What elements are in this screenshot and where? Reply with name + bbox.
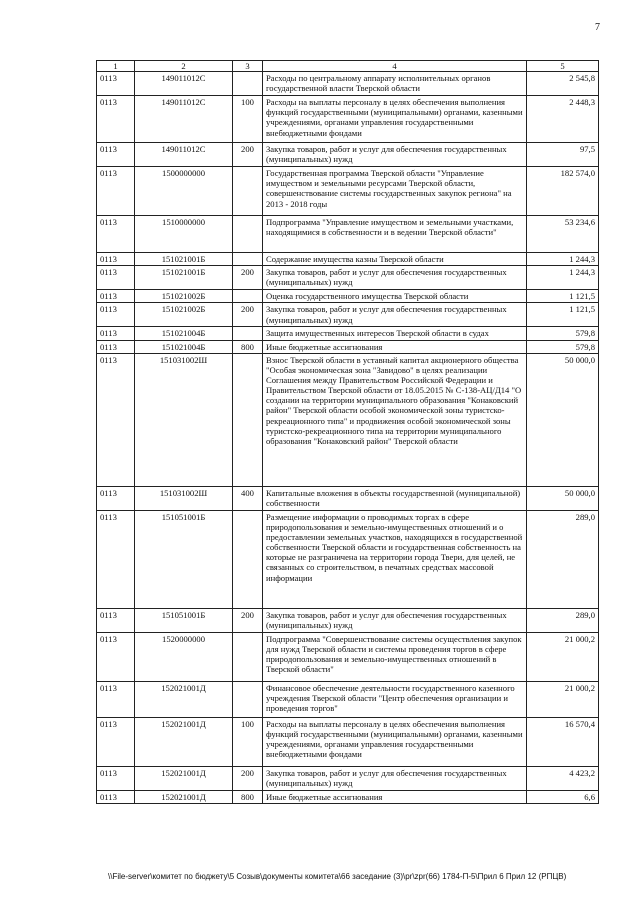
expense-type-cell: 200	[233, 766, 263, 790]
section-code-cell: 0113	[97, 486, 135, 510]
table-row	[97, 167, 599, 216]
amount-cell: 53 234,6	[527, 216, 599, 253]
section-code-cell: 0113	[97, 216, 135, 253]
target-article-cell: 151021002Б	[135, 303, 233, 327]
expense-type-cell	[233, 167, 263, 216]
table-row	[97, 143, 599, 167]
target-article-cell: 151031002Ш	[135, 486, 233, 510]
target-article-cell: 151021004Б	[135, 340, 233, 353]
description-cell: Подпрограмма "Совершенствование системы осуществления закупок для нужд Тверской области и системы проведения торгов в сфере природопользования и земельно-имущественных отношений в Тверской области"	[263, 632, 527, 681]
table-row	[97, 290, 599, 303]
amount-cell: 289,0	[527, 510, 599, 608]
target-article-cell: 149011012С	[135, 72, 233, 96]
budget-table	[96, 60, 599, 804]
section-code-cell: 0113	[97, 717, 135, 766]
expense-type-cell: 800	[233, 340, 263, 353]
expense-type-cell	[233, 681, 263, 717]
expense-type-cell	[233, 72, 263, 96]
target-article-cell: 152021001Д	[135, 681, 233, 717]
description-cell: Закупка товаров, работ и услуг для обеспечения государственных (муниципальных) нужд	[263, 766, 527, 790]
description-cell: Закупка товаров, работ и услуг для обеспечения государственных (муниципальных) нужд	[263, 266, 527, 290]
target-article-cell: 151021002Б	[135, 290, 233, 303]
amount-cell: 50 000,0	[527, 486, 599, 510]
amount-cell: 97,5	[527, 143, 599, 167]
column-header: 3	[233, 61, 263, 72]
expense-type-cell	[233, 353, 263, 486]
table-body	[97, 72, 599, 804]
column-header: 1	[97, 61, 135, 72]
description-cell: Оценка государственного имущества Тверской области	[263, 290, 527, 303]
amount-cell: 1 121,5	[527, 303, 599, 327]
target-article-cell: 1510000000	[135, 216, 233, 253]
section-code-cell: 0113	[97, 72, 135, 96]
target-article-cell: 151021004Б	[135, 327, 233, 340]
section-code-cell: 0113	[97, 681, 135, 717]
amount-cell: 2 448,3	[527, 96, 599, 143]
expense-type-cell	[233, 290, 263, 303]
target-article-cell: 149011012С	[135, 96, 233, 143]
amount-cell: 6,6	[527, 790, 599, 803]
expense-type-cell: 200	[233, 143, 263, 167]
amount-cell: 50 000,0	[527, 353, 599, 486]
table-row	[97, 303, 599, 327]
table-header-row	[97, 61, 599, 72]
amount-cell: 1 121,5	[527, 290, 599, 303]
table-row	[97, 632, 599, 681]
description-cell: Закупка товаров, работ и услуг для обеспечения государственных (муниципальных) нужд	[263, 608, 527, 632]
section-code-cell: 0113	[97, 608, 135, 632]
section-code-cell: 0113	[97, 303, 135, 327]
amount-cell: 2 545,8	[527, 72, 599, 96]
description-cell: Расходы по центральному аппарату исполнительных органов государственной власти Тверской области	[263, 72, 527, 96]
description-cell: Взнос Тверской области в уставный капитал акционерного общества "Особая экономическая зона "Завидово" в целях реализации Соглашения между Правительством Российской Федерации и Правительством Тверской области от 18.05.2015 № С-138-АЦ/Д14 "О создании на территории муниципального образования "Конаковский район" Тверской области особой экономической зоны туристско-рекреационного типа" и продвижения особой экономической зоны туристско-рекреационного типа на территории муниципального образования "Конаковский район" Тверской области	[263, 353, 527, 486]
column-header: 2	[135, 61, 233, 72]
amount-cell: 21 000,2	[527, 681, 599, 717]
table-row	[97, 717, 599, 766]
expense-type-cell: 200	[233, 608, 263, 632]
table-row	[97, 72, 599, 96]
description-cell: Расходы на выплаты персоналу в целях обеспечения выполнения функций государственными (муниципальными) органами, казенными учреждениями, органами управления государственными внебюджетными фондами	[263, 717, 527, 766]
footer-file-path: \\File-server\комитет по бюджету\5 Созыв\документы комитета\66 заседание (3)\pr\zpr(66) 1784-П-5\Прил 6 Прил 12 (РПЦВ)	[108, 872, 567, 881]
expense-type-cell	[233, 327, 263, 340]
table-row	[97, 608, 599, 632]
table-row	[97, 327, 599, 340]
expense-type-cell	[233, 216, 263, 253]
table-row	[97, 766, 599, 790]
amount-cell: 1 244,3	[527, 266, 599, 290]
page-number: 7	[595, 22, 600, 33]
description-cell: Расходы на выплаты персоналу в целях обеспечения выполнения функций государственными (муниципальными) органами, казенными учреждениями, органами управления государственными внебюджетными фондами	[263, 96, 527, 143]
target-article-cell: 151051001Б	[135, 510, 233, 608]
table-row	[97, 510, 599, 608]
description-cell: Содержание имущества казны Тверской области	[263, 253, 527, 266]
section-code-cell: 0113	[97, 143, 135, 167]
description-cell: Размещение информации о проводимых торгах в сфере природопользования и земельно-имущественных отношений и о предоставлении земельных участков, находящихся в государственной собственности Тверской области и государственная собственность на которые не разграничена на территории города Твери, для целей, не связанных со строительством, в печатных средствах массовой информации	[263, 510, 527, 608]
target-article-cell: 152021001Д	[135, 790, 233, 803]
expense-type-cell: 800	[233, 790, 263, 803]
target-article-cell: 151031002Ш	[135, 353, 233, 486]
target-article-cell: 152021001Д	[135, 766, 233, 790]
table-row	[97, 96, 599, 143]
target-article-cell: 151021001Б	[135, 253, 233, 266]
section-code-cell: 0113	[97, 790, 135, 803]
description-cell: Капитальные вложения в объекты государственной (муниципальной) собственности	[263, 486, 527, 510]
table-row	[97, 790, 599, 803]
section-code-cell: 0113	[97, 632, 135, 681]
column-header: 4	[263, 61, 527, 72]
target-article-cell: 149011012С	[135, 143, 233, 167]
table-row	[97, 681, 599, 717]
amount-cell: 579,8	[527, 340, 599, 353]
section-code-cell: 0113	[97, 167, 135, 216]
section-code-cell: 0113	[97, 266, 135, 290]
target-article-cell: 152021001Д	[135, 717, 233, 766]
column-header: 5	[527, 61, 599, 72]
section-code-cell: 0113	[97, 96, 135, 143]
description-cell: Закупка товаров, работ и услуг для обеспечения государственных (муниципальных) нужд	[263, 303, 527, 327]
table-row	[97, 340, 599, 353]
section-code-cell: 0113	[97, 353, 135, 486]
expense-type-cell: 200	[233, 303, 263, 327]
amount-cell: 16 570,4	[527, 717, 599, 766]
expense-type-cell: 400	[233, 486, 263, 510]
expense-type-cell: 100	[233, 717, 263, 766]
description-cell: Закупка товаров, работ и услуг для обеспечения государственных (муниципальных) нужд	[263, 143, 527, 167]
target-article-cell: 1500000000	[135, 167, 233, 216]
expense-type-cell	[233, 253, 263, 266]
section-code-cell: 0113	[97, 510, 135, 608]
amount-cell: 4 423,2	[527, 766, 599, 790]
description-cell: Финансовое обеспечение деятельности государственного казенного учреждения Тверской области "Центр обеспечения организации и проведения торгов"	[263, 681, 527, 717]
description-cell: Подпрограмма "Управление имуществом и земельными участками, находящимися в собственности и в ведении Тверской области"	[263, 216, 527, 253]
table-row	[97, 353, 599, 486]
target-article-cell: 1520000000	[135, 632, 233, 681]
table-header	[97, 61, 599, 72]
table-row	[97, 216, 599, 253]
section-code-cell: 0113	[97, 327, 135, 340]
table-row	[97, 486, 599, 510]
table-row	[97, 253, 599, 266]
expense-type-cell	[233, 632, 263, 681]
description-cell: Иные бюджетные ассигнования	[263, 790, 527, 803]
section-code-cell: 0113	[97, 766, 135, 790]
amount-cell: 1 244,3	[527, 253, 599, 266]
description-cell: Государственная программа Тверской области "Управление имуществом и земельными ресурсами Тверской области, совершенствование системы государственных закупок региона" на 2013 - 2018 годы	[263, 167, 527, 216]
expense-type-cell	[233, 510, 263, 608]
description-cell: Защита имущественных интересов Тверской области в судах	[263, 327, 527, 340]
amount-cell: 289,0	[527, 608, 599, 632]
section-code-cell: 0113	[97, 290, 135, 303]
amount-cell: 21 000,2	[527, 632, 599, 681]
amount-cell: 579,8	[527, 327, 599, 340]
expense-type-cell: 200	[233, 266, 263, 290]
table-row	[97, 266, 599, 290]
description-cell: Иные бюджетные ассигнования	[263, 340, 527, 353]
section-code-cell: 0113	[97, 253, 135, 266]
section-code-cell: 0113	[97, 340, 135, 353]
target-article-cell: 151021001Б	[135, 266, 233, 290]
target-article-cell: 151051001Б	[135, 608, 233, 632]
expense-type-cell: 100	[233, 96, 263, 143]
amount-cell: 182 574,0	[527, 167, 599, 216]
